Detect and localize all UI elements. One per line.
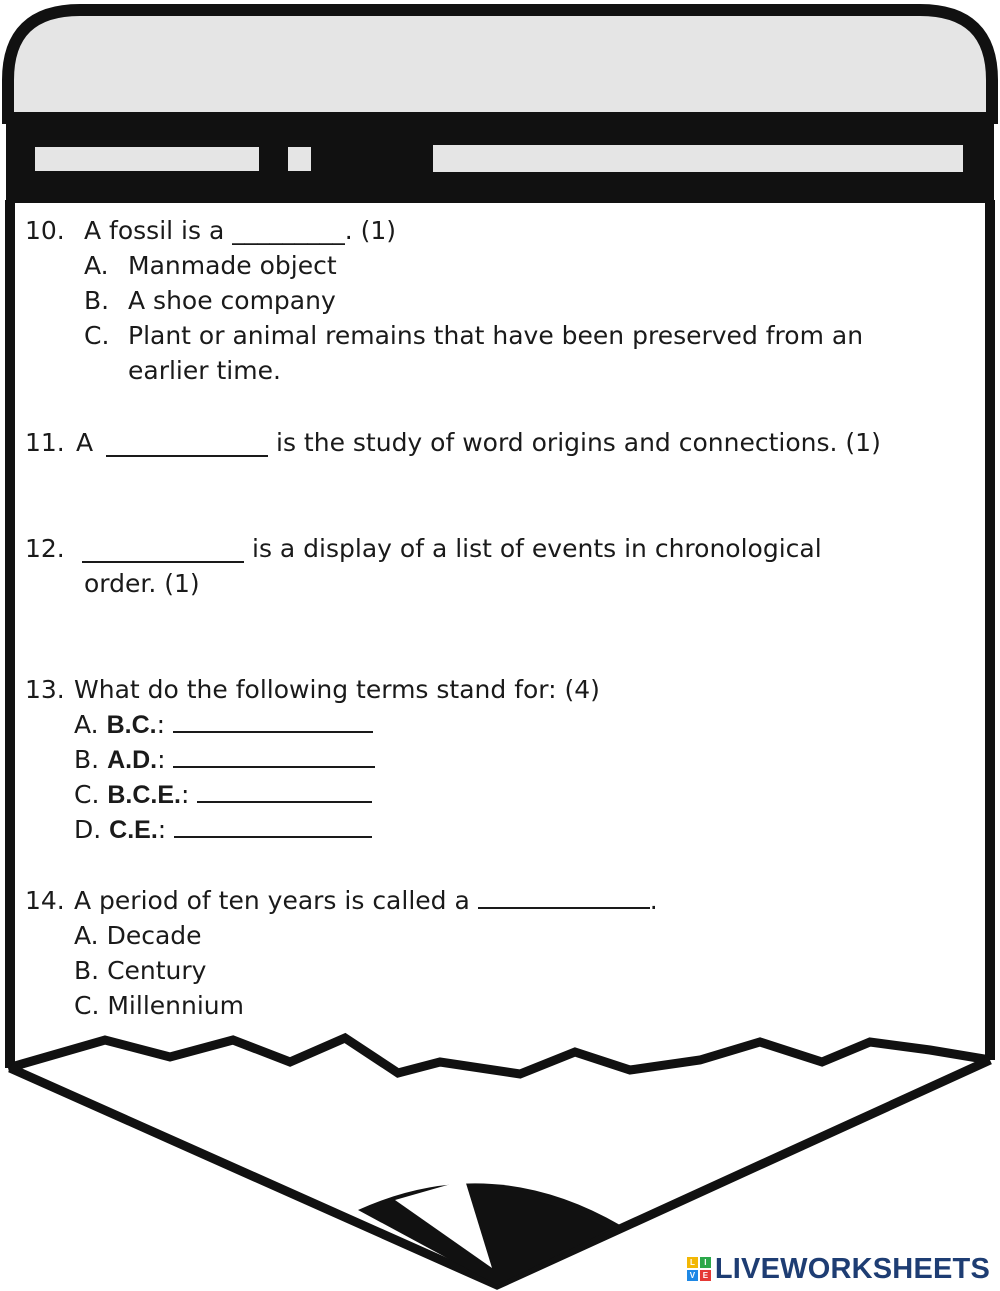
term-letter: B.	[74, 745, 100, 774]
liveworksheets-brand	[687, 1252, 990, 1286]
answer-blank[interactable]	[173, 709, 373, 733]
option-letter: B.	[74, 956, 100, 985]
ferrule-highlight-small	[288, 147, 311, 171]
question-text-end: is a display of a list of events in chronological	[252, 534, 822, 563]
liveworksheets-logo-icon: L I V E	[687, 1257, 711, 1281]
option-text: A shoe company	[128, 286, 336, 315]
option-row	[74, 918, 202, 953]
question-number: 12.	[25, 534, 65, 563]
answer-blank[interactable]	[106, 433, 268, 457]
option-letter: B.	[84, 286, 110, 315]
option-text: Century	[107, 956, 207, 985]
term-row: A. B.C.:	[74, 707, 373, 743]
pencil-eraser	[8, 10, 992, 118]
question-number: 14.	[25, 886, 65, 915]
option-letter: A.	[84, 251, 109, 280]
question-text-line2: order. (1)	[84, 569, 200, 598]
answer-blank[interactable]	[478, 885, 650, 909]
brand-wordmark: LIVEWORKSHEETS	[714, 1252, 990, 1285]
option-text: Millennium	[107, 991, 244, 1020]
answer-blank[interactable]	[174, 814, 372, 838]
option-row	[74, 988, 244, 1023]
term-abbreviation: C.E.	[109, 816, 158, 844]
option-letter: C.	[84, 321, 110, 350]
term-letter: D.	[74, 815, 102, 844]
option-text: Decade	[106, 921, 202, 950]
option-text: Plant or animal remains that have been preserved from an	[128, 321, 864, 350]
answer-blank[interactable]	[82, 539, 244, 563]
pencil-sharpened-edge	[8, 1038, 990, 1074]
term-abbreviation: B.C.	[106, 711, 157, 739]
question-number: 13.	[25, 675, 65, 704]
option-text-continued: earlier time.	[128, 356, 281, 385]
pencil-graphite-tip	[358, 1183, 620, 1285]
term-letter: C.	[74, 780, 100, 809]
term-abbreviation: B.C.E.	[107, 781, 181, 809]
option-letter: C.	[74, 991, 100, 1020]
option-row	[74, 953, 206, 988]
question-prompt: What do the following terms stand for: (4)	[74, 675, 600, 704]
ferrule-highlight-right	[433, 145, 963, 172]
term-row: D. C.E.:	[74, 812, 372, 848]
answer-blank[interactable]	[173, 744, 375, 768]
term-letter: A.	[74, 710, 99, 739]
option-letter: A.	[74, 921, 99, 950]
option-text: Manmade object	[128, 251, 337, 280]
term-abbreviation: A.D.	[107, 746, 158, 774]
question-number: 11.	[25, 428, 65, 457]
ferrule-highlight-left	[35, 147, 259, 171]
question-prompt-row: A period of ten years is called a .	[74, 886, 658, 915]
answer-blank[interactable]	[197, 779, 372, 803]
question-prompt: A period of ten years is called a	[74, 886, 470, 915]
question-text-end: is the study of word origins and connections. (1)	[276, 428, 881, 457]
term-row: C. B.C.E.:	[74, 777, 372, 813]
question-number: 10.	[25, 216, 65, 245]
question-prompt: A fossil is a _________. (1)	[84, 216, 397, 245]
question-text-start: A	[76, 428, 94, 457]
term-row: B. A.D.:	[74, 742, 375, 778]
